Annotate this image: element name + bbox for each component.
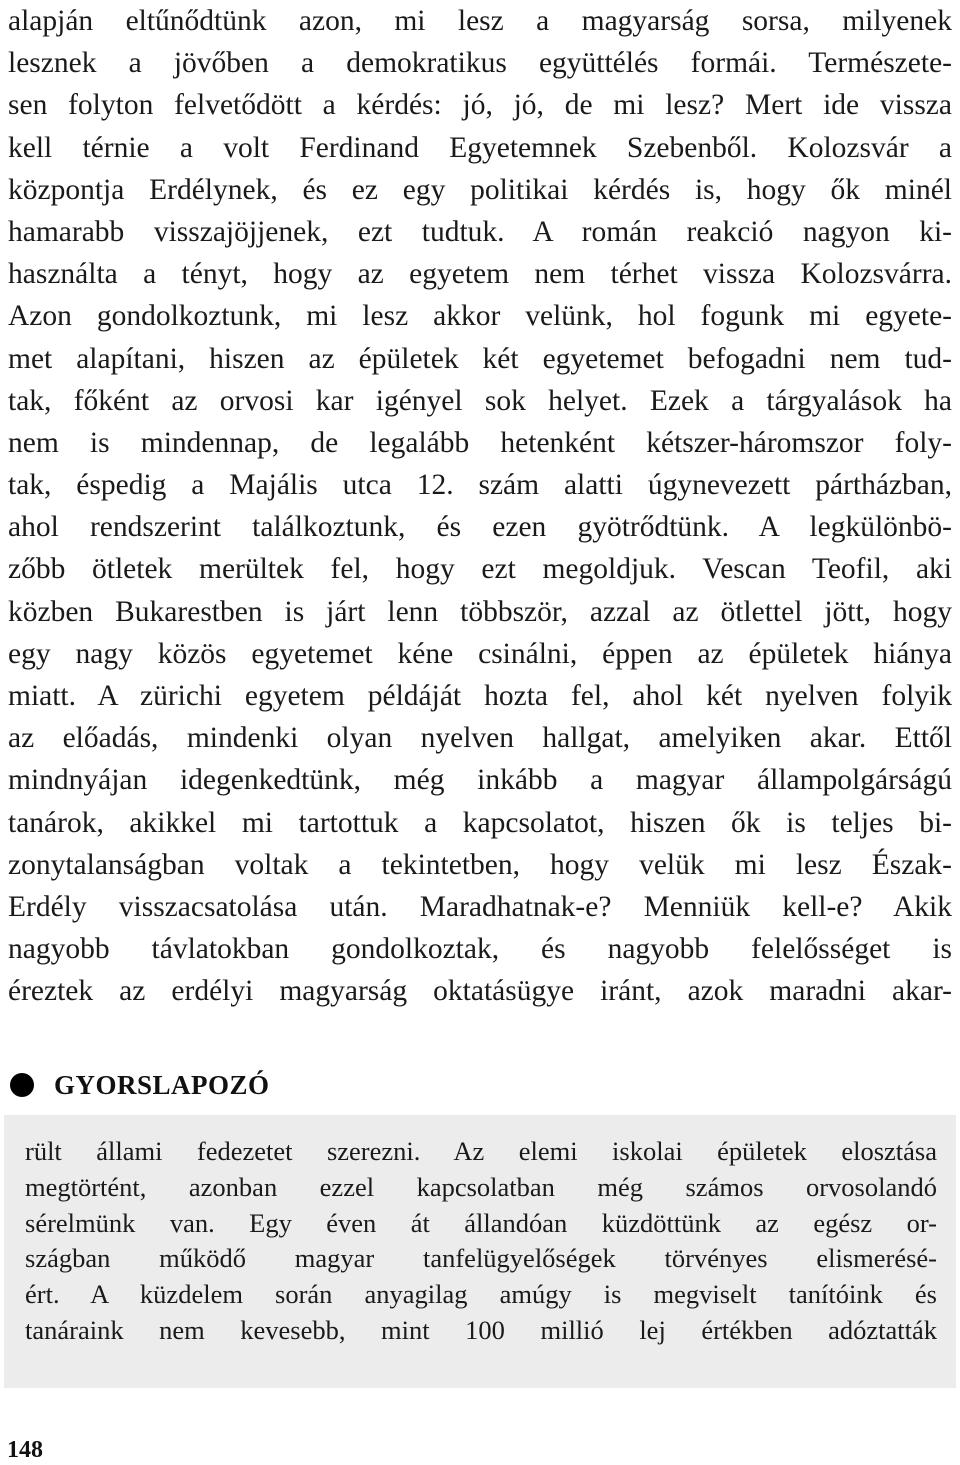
excerpt-line: tanáraink nem kevesebb, mint 100 millió lej értékben adóztatták bbox=[25, 1314, 937, 1345]
text-line: egy nagy közös egyetemet kéne csinálni, éppen az épületek hiánya bbox=[8, 637, 952, 670]
text-line: nagyobb távlatokban gondolkoztak, és nagyobb felelősséget is bbox=[8, 933, 952, 966]
text-line: hamarabb visszajöjjenek, ezt tudtuk. A román reakció nagyon ki- bbox=[8, 215, 952, 248]
text-line: közben Bukarestben is járt lenn többször, azzal az ötlettel jött, hogy bbox=[8, 595, 952, 628]
text-line: éreztek az erdélyi magyarság oktatásügye iránt, azok maradni akar- bbox=[8, 975, 952, 1008]
text-line: Azon gondolkoztunk, mi lesz akkor velünk, hol fogunk mi egyete- bbox=[8, 300, 952, 333]
main-body-text bbox=[8, 0, 952, 1013]
text-line: alapján eltűnődtünk azon, mi lesz a magyarság sorsa, milyenek bbox=[8, 5, 952, 37]
excerpt-line: szágban működő magyar tanfelügyelőségek törvényes elismerésé- bbox=[25, 1243, 937, 1274]
text-line: az előadás, mindenki olyan nyelven hallgat, amelyiken akar. Ettől bbox=[8, 722, 952, 755]
text-line: nem is mindennap, de legalább hetenként kétszer-háromszor foly- bbox=[8, 426, 952, 459]
excerpt-text bbox=[25, 1134, 937, 1349]
text-line: tak, éspedig a Majális utca 12. szám alatti úgynevezett pártházban, bbox=[8, 469, 952, 502]
text-line: ahol rendszerint találkoztunk, és ezen gyötrődtünk. A legkülönbö- bbox=[8, 511, 952, 544]
text-line: tanárok, akikkel mi tartottuk a kapcsolatot, hiszen ők is teljes bi- bbox=[8, 806, 952, 839]
text-line: mindnyájan idegenkedtünk, még inkább a magyar állampolgárságú bbox=[8, 764, 952, 797]
section-heading-label: GYORSLAPOZÓ bbox=[54, 1069, 270, 1100]
text-line: használta a tényt, hogy az egyetem nem térhet vissza Kolozsvárra. bbox=[8, 258, 952, 291]
excerpt-box bbox=[4, 1115, 956, 1388]
text-line: kell térnie a volt Ferdinand Egyetemnek Szebenből. Kolozsvár a bbox=[8, 131, 952, 164]
excerpt-line: sérelmünk van. Egy éven át állandóan küzdöttünk az egész or- bbox=[25, 1207, 937, 1238]
text-line: zonytalanságban voltak a tekintetben, hogy velük mi lesz Észak- bbox=[8, 848, 952, 881]
text-line: met alapítani, hiszen az épületek két egyetemet befogadni nem tud- bbox=[8, 342, 952, 375]
text-line: Erdély visszacsatolása után. Maradhatnak-e? Menniük kell-e? Akik bbox=[8, 890, 952, 923]
bullet-icon bbox=[10, 1073, 34, 1097]
text-line: sen folyton felvetődött a kérdés: jó, jó, de mi lesz? Mert ide vissza bbox=[8, 89, 952, 122]
page-number: 148 bbox=[7, 1437, 43, 1463]
text-line: tak, főként az orvosi kar igényel sok helyet. Ezek a tárgyalások ha bbox=[8, 384, 952, 417]
section-heading bbox=[10, 1063, 270, 1107]
text-line: lesznek a jövőben a demokratikus együttélés formái. Természete- bbox=[8, 47, 952, 80]
text-line: zőbb ötletek merültek fel, hogy ezt megoldjuk. Vescan Teofil, aki bbox=[8, 553, 952, 586]
excerpt-line: megtörtént, azonban ezzel kapcsolatban még számos orvosolandó bbox=[25, 1171, 937, 1202]
excerpt-line: ért. A küzdelem során anyagilag amúgy is megviselt tanítóink és bbox=[25, 1279, 937, 1310]
text-line: miatt. A zürichi egyetem példáját hozta fel, ahol két nyelven folyik bbox=[8, 680, 952, 712]
excerpt-line: rült állami fedezetet szerezni. Az elemi iskolai épületek elosztása bbox=[25, 1136, 937, 1166]
text-line: központja Erdélynek, és ez egy politikai kérdés is, hogy ők minél bbox=[8, 173, 952, 206]
